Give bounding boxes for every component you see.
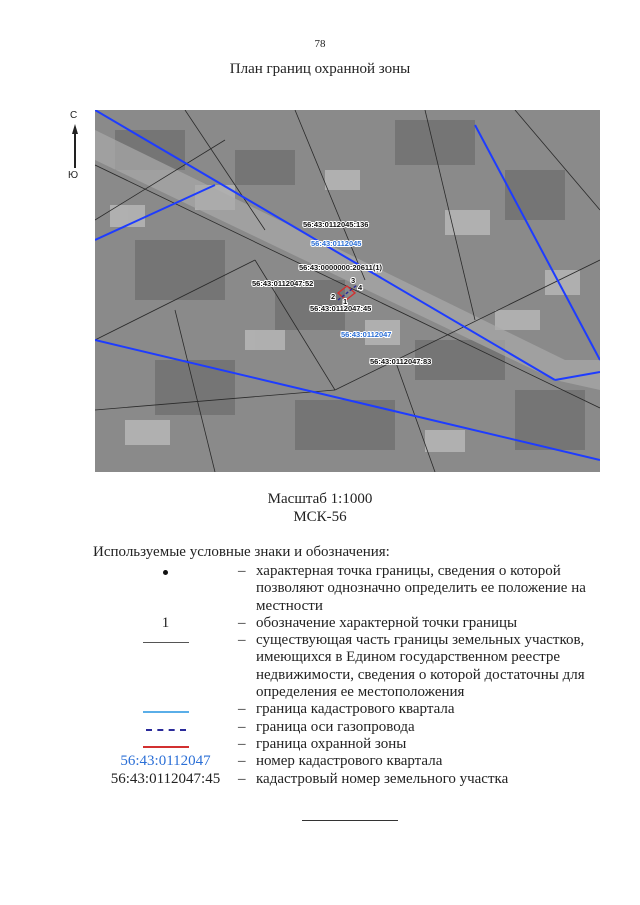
legend-dash: –: [238, 718, 246, 735]
legend-item-text: кадастровый номер земельного участка: [256, 770, 509, 787]
red-line-icon: [143, 746, 189, 748]
point-label-4: 4: [358, 283, 363, 292]
point-label-3: 3: [351, 276, 356, 285]
quarter-label-0112045: 56:43:0112045: [311, 239, 362, 248]
legend-heading: Используемые условные знаки и обозначения:: [93, 544, 390, 560]
legend-item: [93, 719, 603, 736]
parcel-label-45: 56:43:0112047:45: [310, 304, 372, 313]
legend-item: [93, 615, 603, 632]
point-label-1: 1: [343, 297, 348, 306]
legend-item: [93, 701, 603, 718]
legend-dash: –: [238, 701, 246, 718]
scale-block: [0, 490, 640, 526]
parcel-label-136: 56:43:0112045:136: [303, 220, 369, 229]
quarter-number-symbol: 56:43:0112047: [120, 753, 211, 770]
compass-north-label: С: [70, 110, 78, 121]
quarter-label-0112047: 56:43:0112047: [341, 330, 392, 339]
dashed-line-icon: [146, 729, 186, 731]
legend-item-text: существующая часть границы земельных участков, имеющихся в Едином государственном реестре недвижимости, сведения о которой достаточны для определения ее местоположения: [256, 632, 585, 701]
legend-item: [93, 563, 603, 615]
coordinate-system-label: МСК-56: [293, 509, 347, 525]
legend-dash: –: [238, 632, 246, 649]
footer-divider: [302, 820, 398, 821]
legend-item: [93, 736, 603, 753]
compass-south-label: Ю: [68, 170, 79, 181]
legend: [93, 563, 603, 788]
legend-dash: –: [238, 563, 246, 579]
legend-item-text: характерная точка границы, сведения о которой позволяют однозначно определить ее положение на местности: [256, 563, 586, 614]
legend-item-text: обозначение характерной точки границы: [256, 614, 518, 631]
parcel-label-52: 56:43:0112047:52: [252, 279, 314, 288]
parcel-label-20611: 56:43:0000000:20611(1): [299, 263, 382, 272]
parcel-label-83: 56:43:0112047:83: [370, 357, 432, 366]
blue-line-icon: [143, 711, 189, 713]
legend-dash: –: [238, 753, 246, 770]
dot-icon: [163, 570, 168, 575]
black-line-icon: [143, 642, 189, 643]
parcel-number-symbol: 56:43:0112047:45: [110, 770, 221, 787]
map-canvas: [95, 110, 600, 472]
legend-dash: –: [238, 614, 246, 631]
legend-item: [93, 753, 603, 770]
page-title: План границ охранной зоны: [229, 61, 411, 77]
point-number-symbol: 1: [161, 614, 170, 631]
legend-item-text: номер кадастрового квартала: [256, 753, 443, 770]
page-number: 78: [314, 38, 326, 50]
legend-dash: –: [238, 735, 246, 752]
legend-item-text: граница охранной зоны: [256, 735, 407, 752]
legend-item: [93, 771, 603, 788]
legend-item: [93, 632, 603, 701]
cadastral-map: [95, 110, 600, 472]
legend-dash: –: [238, 770, 246, 787]
point-label-2: 2: [331, 292, 336, 301]
scale-label: Масштаб 1:1000: [267, 491, 373, 507]
legend-item-text: граница кадастрового квартала: [256, 701, 455, 718]
legend-item-text: граница оси газопровода: [256, 718, 415, 735]
compass: [66, 110, 84, 180]
